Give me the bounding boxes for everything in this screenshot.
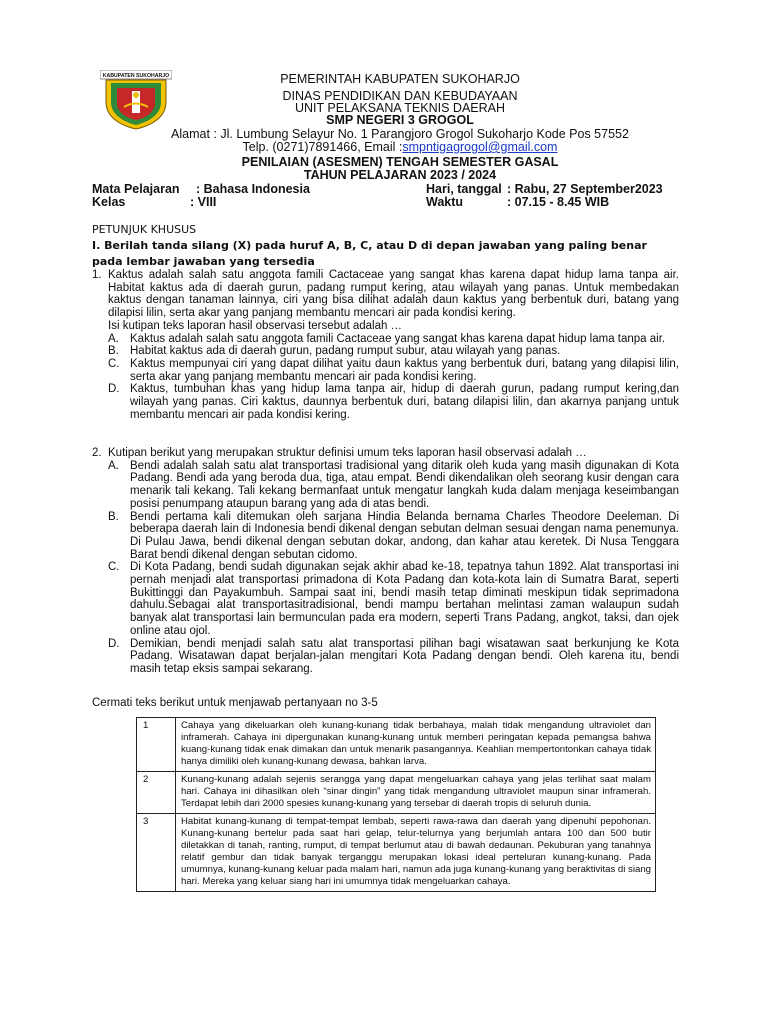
school-phone: Telp. (0271)7891466, Email : [242,140,403,154]
option-letter: B. [108,510,119,523]
option-letter: A. [108,459,119,472]
school-email-link[interactable]: smpntigagrogol@gmail.com [402,140,558,154]
passage-text: Kunang-kunang adalah sejenis serangga yang dapat mengeluarkan cahaya yang jelas terlihat saat malam hari. Cahaya ini dihasilkan oleh “sinar dingin” yang tidak mengandung ultraviolet maupun sinar inframerah. Terdapat lebih dari 2000 spesies kunang-kunang yang tersebar di daerah tropis di seluruh dunia. [176,772,656,814]
passage-text: Cahaya yang dikeluarkan oleh kunang-kunang tidak berbahaya, malah tidak mengandung ultraviolet dan inframerah. Cahaya ini dipergunakan kunang-kunang untuk memberi peringatan kepada pemangsa bahwa kuang-kunang tidak enak dimakan dan untuk menarik pasangannya. Keahlian mempertontonkan cahaya tidak hanya dimiliki oleh kunang-kunang dewasa, bahkan larva. [176,718,656,772]
reading-passages-table [136,717,656,892]
school-name: SMP NEGERI 3 GROGOL [326,113,474,127]
question-number: 2. [92,447,102,459]
option-text: Kaktus, tumbuhan khas yang hidup lama tanpa air, hidup di daerah gurun, padang rumput kering,dan wilayah yang panas. Ciri kaktus, daunnya berbentuk duri, batang dilapisi lilin, dan akarnya panjang untuk membantu mencari air pada kondisi kering. [130,383,679,421]
option-text: Habitat kaktus ada di daerah gurun, padang rumput subur, atau wilayah yang panas. [130,345,561,358]
answer-options [108,333,679,422]
option-text: Di Kota Padang, bendi sudah digunakan sejak akhir abad ke-18, tepatnya tahun 1892. Alat transportasi ini pernah menjadi alat transportasi primadona di Kota Padang dan kota-kota lain di Sumatra Barat, seperti Bukittinggi dan Payakumbuh. Sampai saat ini, bendi masih tetap diminati meskipun tidak seprimadona dahulu.Sebagai alat transportasitradisional, bendi mampu bertahan melintasi zaman walaupun sudah banyak alat transportasi lain bermunculan pada era modern, seperti Trans Padang, angkot, taksi, dan ojek online atau ojol. [130,561,679,637]
exam-title: PENILAIAN (ASESMEN) TENGAH SEMESTER GASAL [241,155,559,169]
passage-number: 2 [137,772,176,814]
table-row [137,718,656,772]
question-text: Kutipan berikut yang merupakan struktur definisi umum teks laporan hasil observasi adalah … [108,447,587,459]
option-b[interactable] [108,345,679,358]
instructions-part-1: I. Berilah tanda silang (X) pada huruf A, B, C, atau D di depan jawaban yang paling benar pada lembar jawaban yang tersedia [92,239,647,268]
option-c[interactable] [108,561,679,637]
option-a[interactable] [108,333,679,346]
subject-label: Mata Pelajaran [92,182,180,196]
option-text: Kaktus mempunyai ciri yang dapat dilihat yaitu daun kaktus yang berbentuk duri, batang yang dilapisi lilin, serta akar yang panjang membantu mencari air pada kondisi kering. [130,357,679,383]
kop-line-department: DINAS PENDIDIKAN DAN KEBUDAYAAN [282,89,518,103]
passage-text: Habitat kunang-kunang di tempat-tempat lembab, seperti rawa-rawa dan daerah yang dipenuhi pepohonan. Kunang-kunang bertelur pada saat hari gelap, telur-telurnya yang berjumlah antara 100 dan 500 butir diletakkan di tanah, ranting, rumput, di tempat berlumut atau di bawah dedaunan. Pekuburan yang tanahnya relatif gembur dan tidak banyak terganggu merupakan lokasi ideal perteluran kunang-kunang. Pada umumnya, kunang-kunang keluar pada malam hari, namun ada juga kunang-kunang yang beraktivitas di siang hari. Mereka yang keluar siang hari ini umumnya tidak mengeluarkan cahaya. [176,814,656,892]
option-d[interactable] [108,383,679,421]
date-value: : Rabu, 27 September2023 [507,182,663,196]
question-2 [92,447,679,676]
logo-text: KABUPATEN SUKOHARJO [102,72,170,79]
kop-line-unit: UNIT PELAKSANA TEKNIS DAERAH [294,101,506,115]
option-text: Bendi pertama kali ditemukan oleh sarjana Hindia Belanda bernama Charles Theodore Deeleman. Di beberapa daerah lain di Indonesia bendi dikenal dengan sebutan delman sesuai dengan nama penemunya. Di Pulau Jawa, bendi dikenal dengan sebutan dokar, andong, dan kahar atau keretek. Di Nusa Tenggara Barat bendi dikenal dengan sebutan cidomo. [130,510,679,561]
date-label: Hari, tanggal [426,182,502,196]
passage-number: 1 [137,718,176,772]
option-letter: C. [108,357,120,370]
option-a[interactable] [108,460,679,511]
school-address: Alamat : Jl. Lumbung Selayur No. 1 Parangjoro Grogol Sukoharjo Kode Pos 57552 [171,127,629,141]
option-c[interactable] [108,358,679,383]
question-text: Kaktus adalah salah satu anggota famili Cactaceae yang sangat khas karena dapat hidup lama tanpa air. Habitat kaktus ada di daerah gurun, padang rumput kering, atau wilayah yang panas. Untuk membedakan kaktus dengan tanaman lainnya, ciri yang bisa dilihat adalah daun kaktus yang berbentuk duri, batang yang dilapisi lilin, serta akar yang panjang membantu mencari air pada kondisi kering. [108,269,679,320]
answer-options [108,460,679,676]
subject-value: : Bahasa Indonesia [196,182,310,196]
passage-number: 3 [137,814,176,892]
time-value: : 07.15 - 8.45 WIB [507,195,610,209]
option-letter: D. [108,383,120,396]
option-d[interactable] [108,638,679,676]
school-contact [150,140,650,154]
option-letter: A. [108,332,119,345]
question-number: 1. [92,269,102,281]
class-value: : VIII [190,195,217,209]
class-label: Kelas [92,195,126,209]
instructions-heading: PETUNJUK KHUSUS [92,223,197,236]
question-1 [92,269,679,421]
option-letter: B. [108,345,119,358]
option-text: Kaktus adalah salah satu anggota famili Cactaceae yang sangat khas karena dapat hidup lama tanpa air. [130,332,666,345]
table-row [137,772,656,814]
academic-year: TAHUN PELAJARAN 2023 / 2024 [303,168,497,182]
reading-intro: Cermati teks berikut untuk menjawab pertanyaan no 3-5 [92,697,378,709]
option-text: Bendi adalah salah satu alat transportasi tradisional yang ditarik oleh kuda yang masih digunakan di Kota Padang. Bendi ada yang beroda dua, tiga, atau empat. Bendi dikendalikan oleh seorang kusir dengan cara menarik tali kekang. Tali kekang bermanfaat untuk mengatur langkah kuda dalam menjaga keseimbangan posisi penumpang ataupun barang yang ada di atas bendi. [130,459,679,510]
table-row [137,814,656,892]
option-letter: D. [108,637,120,650]
question-prompt: Isi kutipan teks laporan hasil observasi tersebut adalah … [108,319,403,332]
time-label: Waktu [426,195,464,209]
option-b[interactable] [108,511,679,562]
option-letter: C. [108,561,120,574]
option-text: Demikian, bendi menjadi salah satu alat transportasi pilihan bagi wisatawan saat berkunjung ke Kota Padang. Wisatawan dapat berjalan-jalan mengitari Kota Padang dengan bendi. Oleh karena itu, bendi masih tetap eksis sampai sekarang. [130,637,679,675]
kop-line-government: PEMERINTAH KABUPATEN SUKOHARJO [280,72,520,86]
